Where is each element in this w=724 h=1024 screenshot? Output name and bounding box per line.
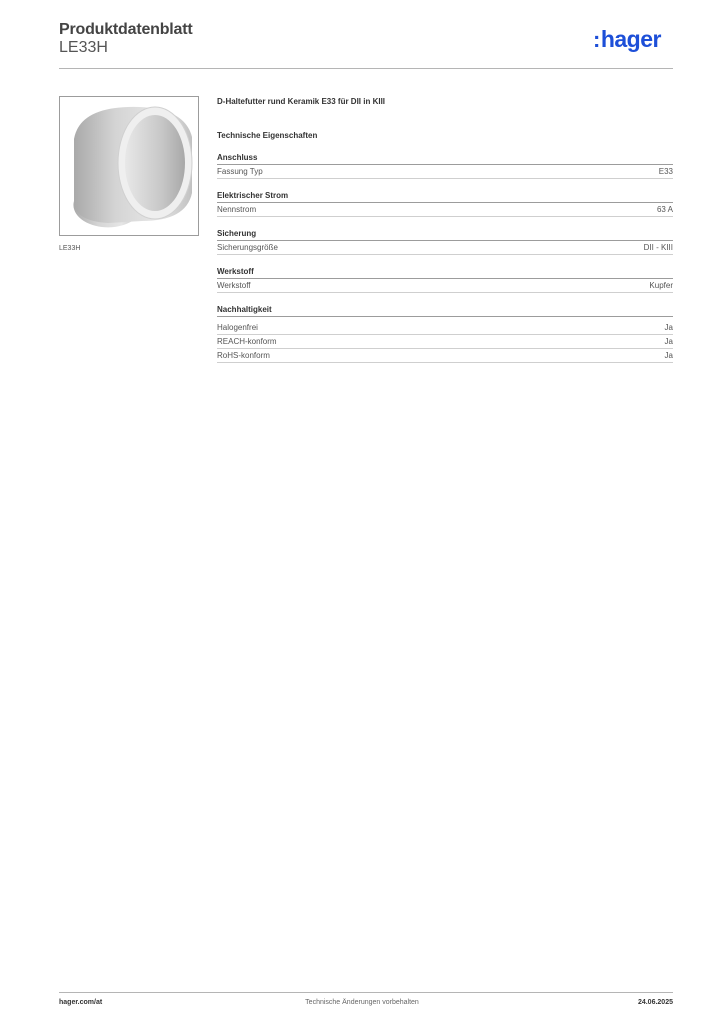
property-row [217,279,673,293]
product-image [59,96,199,236]
property-label: Werkstoff [217,281,251,290]
section-title: Elektrischer Strom [217,190,673,203]
property-row [217,349,673,363]
section-title: Anschluss [217,152,673,165]
product-details [217,96,673,374]
logo-word: hager [600,26,661,52]
property-value: Kupfer [649,281,673,290]
property-value: E33 [658,167,673,176]
footer-website: hager.com/at [59,999,103,1006]
product-code: LE33H [59,39,108,56]
property-row [217,165,673,179]
property-label: Fassung Typ [217,167,263,176]
section-sicherung [217,228,673,255]
hager-logo [593,28,661,51]
logo-dots: : [593,27,600,52]
section-title: Sicherung [217,228,673,241]
page-title: Produktdatenblatt [59,21,193,38]
property-row [217,335,673,349]
section-anschluss [217,152,673,179]
section-title: Nachhaltigkeit [217,304,673,317]
section-elektrischer-strom [217,190,673,217]
property-value: Ja [664,337,673,346]
header-divider [59,68,673,69]
technical-heading: Technische Eigenschaften [217,131,318,140]
footer-date: 24.06.2025 [637,999,673,1006]
footer-divider [59,992,673,993]
property-label: RoHS-konform [217,351,270,360]
product-image-caption: LE33H [59,245,81,252]
property-row [217,241,673,255]
property-label: REACH-konform [217,337,277,346]
footer-notice: Technische Änderungen vorbehalten [305,999,419,1006]
section-nachhaltigkeit [217,304,673,363]
section-werkstoff [217,266,673,293]
property-label: Halogenfrei [217,323,258,332]
ceramic-ring-illustration [60,97,198,235]
property-value: DII - KIII [643,243,673,252]
property-value: Ja [664,351,673,360]
product-description: D-Haltefutter rund Keramik E33 für DII in KIII [217,97,386,106]
property-label: Nennstrom [217,205,257,214]
property-row [217,203,673,217]
property-row [217,321,673,335]
property-value: 63 A [656,205,673,214]
property-value: Ja [664,323,673,332]
section-title: Werkstoff [217,266,673,279]
property-label: Sicherungsgröße [217,243,278,252]
